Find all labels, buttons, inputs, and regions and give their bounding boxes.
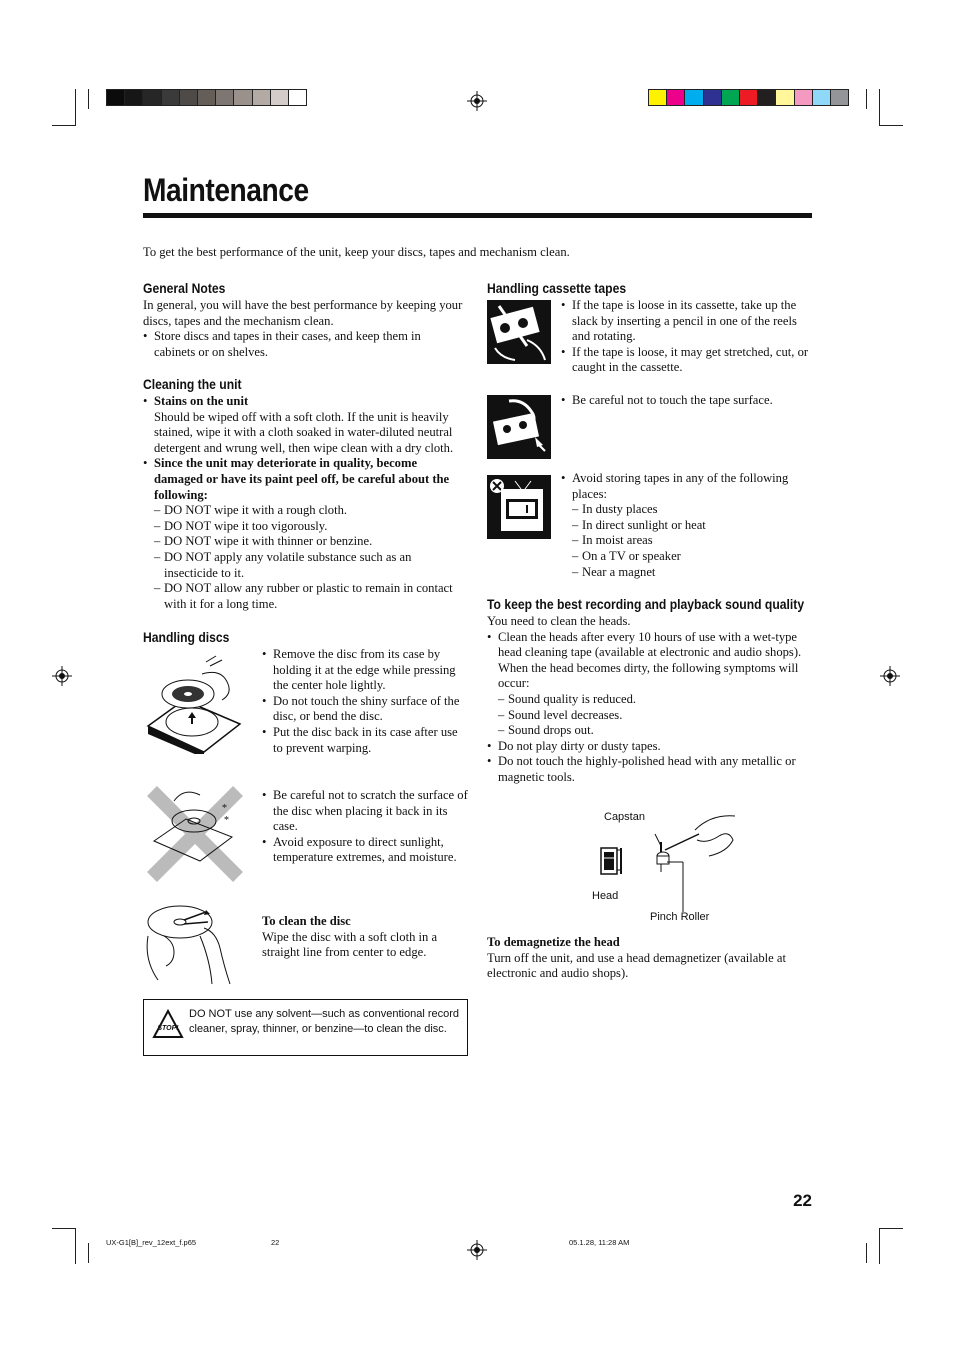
- color-swatch: [252, 89, 271, 106]
- disc-removal-illustration: [144, 654, 244, 754]
- registration-mark-icon: [880, 666, 900, 686]
- clean-heads-text: Clean the heads after every 10 hours of use with a wet-type head cleaning tape (available at electronic and audio shops).: [498, 629, 802, 660]
- list-item: – In direct sunlight or heat: [572, 518, 811, 534]
- tapes-group-3: [561, 471, 811, 580]
- discs-group-2: [262, 788, 468, 866]
- list-item: – DO NOT allow any rubber or plastic to remain in contact with it for a long time.: [154, 581, 467, 612]
- color-swatch: [794, 89, 813, 106]
- list-item: • Do not touch the shiny surface of the disc, or bend the disc.: [262, 694, 468, 725]
- solvent-warning-box: [143, 999, 468, 1056]
- stop-warning-icon: [152, 1009, 184, 1039]
- registration-mark-icon: [467, 1240, 487, 1260]
- tapes-group-1: [561, 298, 811, 376]
- color-swatch: [812, 89, 831, 106]
- clean-disc-section: [262, 914, 462, 961]
- list-item: • If the tape is loose, it may get stretched, cut, or caught in the cassette.: [561, 345, 811, 376]
- intro-text: To get the best performance of the unit, keep your discs, tapes and mechanism clean.: [143, 245, 570, 259]
- page-title: Maintenance: [143, 172, 309, 208]
- list-item: – In dusty places: [572, 502, 811, 518]
- color-swatch: [648, 89, 667, 106]
- footer-timestamp: 05.1.28, 11:28 AM: [569, 1238, 630, 1247]
- list-item: [561, 471, 811, 502]
- footer-file-name: UX-G1[B]_rev_12ext_f.p65: [106, 1238, 197, 1247]
- cleaning-heading: Cleaning the unit: [143, 377, 242, 392]
- list-item: [143, 456, 467, 503]
- list-item: • Be careful not to touch the tape surface.: [561, 393, 811, 409]
- color-swatch: [270, 89, 289, 106]
- color-swatch: [684, 89, 703, 106]
- handling-tapes-heading: Handling cassette tapes: [487, 281, 627, 296]
- color-swatch: [215, 89, 234, 106]
- color-swatch: [721, 89, 740, 106]
- registration-mark-icon: [467, 91, 487, 111]
- list-item: – In moist areas: [572, 533, 811, 549]
- list-item: [143, 394, 467, 456]
- color-swatch: [703, 89, 722, 106]
- cleaning-section: [143, 394, 467, 612]
- pinch-roller-label: Pinch Roller: [650, 911, 710, 923]
- tapes-group-2: [561, 393, 811, 409]
- tape-storage-illustration: [487, 475, 551, 539]
- stains-title: Stains on the unit: [154, 394, 249, 408]
- stains-text: Should be wiped off with a soft cloth. If the unit is heavily stained, wipe it with a cloth soaked in water-diluted neutral detergent and wrung well, then wipe clean with a dry cloth.: [154, 409, 454, 455]
- dirty-head-text: When the head becomes dirty, the following symptoms will occur:: [498, 660, 799, 691]
- color-swatch: [233, 89, 252, 106]
- deteriorate-title: Since the unit may deteriorate in quality, become damaged or have its paint peel off, be careful about the following:: [154, 456, 450, 502]
- list-item: • Put the disc back in its case after use to prevent warping.: [262, 725, 468, 756]
- registration-mark-icon: [52, 666, 72, 686]
- demagnetize-text: Turn off the unit, and use a head demagnetizer (available at electronic and audio shops).: [487, 950, 786, 981]
- handling-discs-heading: Handling discs: [143, 630, 230, 645]
- list-item: – Sound drops out.: [498, 723, 813, 739]
- list-item: – On a TV or speaker: [572, 549, 811, 565]
- storage-intro: Avoid storing tapes in any of the following places:: [572, 471, 789, 501]
- general-notes-section: [143, 298, 465, 360]
- tape-pencil-illustration: [487, 300, 551, 364]
- disc-cleaning-illustration: [144, 902, 244, 988]
- list-item: • Remove the disc from its case by holding it at the edge while pressing the center hole lightly.: [262, 647, 468, 694]
- solvent-warning-text: DO NOT use any solvent—such as conventional record cleaner, spray, thinner, or benzine—to clean the disc.: [189, 1008, 460, 1035]
- list-item: – Sound quality is reduced.: [498, 692, 813, 708]
- tape-surface-illustration: [487, 395, 551, 459]
- stop-icon-label: STOP!: [157, 1025, 179, 1032]
- head-label: Head: [592, 890, 619, 902]
- list-item: – DO NOT wipe it with thinner or benzine.: [154, 534, 467, 550]
- disc-scratch-illustration: [144, 783, 244, 883]
- clean-disc-text: Wipe the disc with a soft cloth in a straight line from center to edge.: [262, 929, 438, 960]
- color-swatch: [739, 89, 758, 106]
- list-item: – Sound level decreases.: [498, 708, 813, 724]
- color-swatch: [757, 89, 776, 106]
- sound-intro: You need to clean the heads.: [487, 614, 631, 628]
- color-swatch: [830, 89, 849, 106]
- general-notes-heading: General Notes: [143, 281, 226, 296]
- list-item: • Do not play dirty or dusty tapes.: [487, 739, 813, 755]
- list-item: – Near a magnet: [572, 565, 811, 581]
- list-item: • Be careful not to scratch the surface of the disc when placing it back in its case.: [262, 788, 468, 835]
- color-swatch: [179, 89, 198, 106]
- list-item: – DO NOT wipe it too vigorously.: [154, 519, 467, 535]
- list-item: – DO NOT apply any volatile substance such as an insecticide to it.: [154, 550, 467, 581]
- footer-page: 22: [271, 1238, 280, 1247]
- color-swatch: [288, 89, 307, 106]
- list-item: • Avoid exposure to direct sunlight, temperature extremes, and moisture.: [262, 835, 468, 866]
- capstan-label: Capstan: [604, 811, 645, 823]
- color-swatch: [161, 89, 180, 106]
- demagnetize-section: [487, 935, 813, 982]
- color-swatch: [197, 89, 216, 106]
- clean-disc-title: To clean the disc: [262, 914, 351, 928]
- list-item: • If the tape is loose in its cassette, take up the slack by inserting a pencil in one of the reels and rotating.: [561, 298, 811, 345]
- demagnetize-title: To demagnetize the head: [487, 935, 620, 949]
- list-item: • Store discs and tapes in their cases, and keep them in cabinets or on shelves.: [143, 329, 465, 360]
- page-number: 22: [793, 1191, 812, 1210]
- discs-group-1: [262, 647, 468, 756]
- color-swatch: [124, 89, 143, 106]
- svg-text:*: *: [224, 815, 229, 826]
- title-rule: [143, 213, 812, 218]
- general-notes-text: In general, you will have the best performance by keeping your discs, tapes and the mechanism clean.: [143, 298, 463, 328]
- color-swatch: [775, 89, 794, 106]
- color-swatch: [666, 89, 685, 106]
- svg-text:*: *: [222, 803, 227, 814]
- list-item: – DO NOT wipe it with a rough cloth.: [154, 503, 467, 519]
- list-item: [487, 630, 813, 739]
- sound-quality-section: [487, 614, 813, 786]
- color-swatch: [142, 89, 161, 106]
- color-swatch: [106, 89, 125, 106]
- list-item: • Do not touch the highly-polished head with any metallic or magnetic tools.: [487, 754, 813, 785]
- sound-quality-heading: To keep the best recording and playback sound quality: [487, 597, 805, 612]
